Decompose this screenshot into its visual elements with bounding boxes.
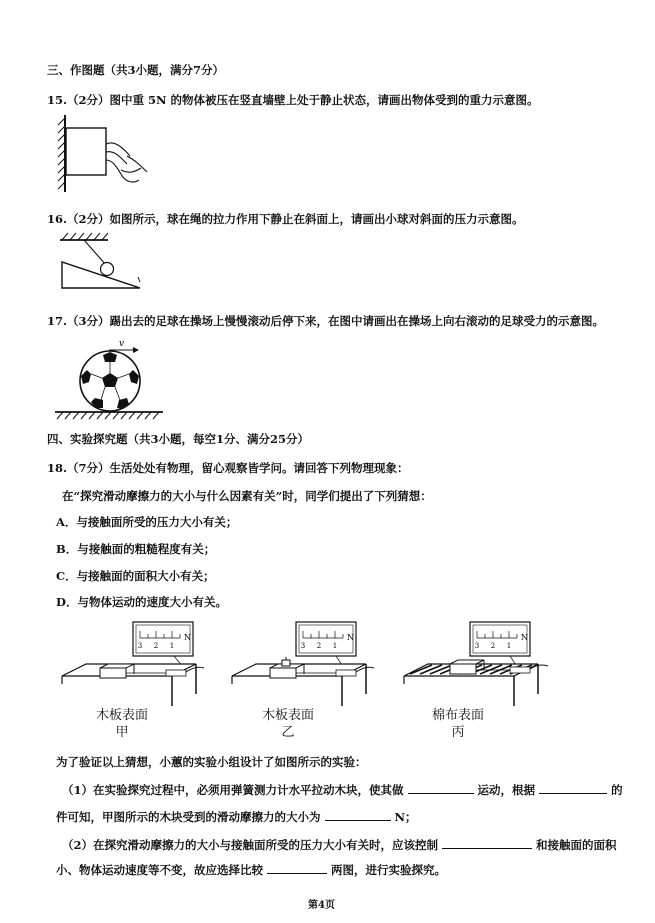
hypothesis-b: B．与接触面的粗糙程度有关； (56, 542, 216, 556)
wood-block (270, 668, 296, 678)
question-18-2-line1: （2）在探究滑动摩擦力的大小与接触面所受的压力大小有关时，应该控制 和接触面的面积 (62, 838, 617, 852)
caption-bing (408, 707, 508, 741)
weight (282, 660, 290, 666)
experiment-figure-jia (56, 620, 206, 710)
rope (84, 240, 106, 265)
caption-jia-label: 甲 (115, 725, 129, 740)
svg-text:3: 3 (474, 642, 480, 650)
answer-blank-4[interactable] (442, 836, 532, 849)
experiment-lead: 为了验证以上猜想，小蕙的实验小组设计了如图所示的实验： (56, 755, 367, 769)
question-18-context: 在“探究滑动摩擦力的大小与什么因素有关”时，同学们提出了下列猜想： (62, 489, 432, 503)
svg-text:3: 3 (137, 642, 143, 650)
question-18-2-line2: 小、物体运动速度等不变，故应选择比较 两图，进行实验探究。 (56, 863, 447, 877)
question-18-1-line2: 件可知，甲图所示的木块受到的滑动摩擦力的大小为 N； (56, 810, 417, 824)
wood-block (100, 668, 126, 678)
figure-16 (58, 232, 168, 294)
caption-yi-label: 乙 (281, 725, 295, 740)
figure-15 (55, 112, 165, 194)
hand-icon (106, 143, 147, 182)
question-17: 17.（3分）踢出去的足球在操场上慢慢滚动后停下来，在图中请画出在操场上向右滚动的足球受力的示意图。 (47, 314, 605, 328)
caption-jia (72, 707, 172, 741)
svg-text:2: 2 (490, 642, 496, 650)
spring-scale-gauge (133, 622, 193, 668)
svg-text:3: 3 (300, 642, 306, 650)
svg-text:N: N (184, 633, 191, 642)
question-15: 15.（2分）图中重 5N 的物体被压在竖直墙壁上处于静止状态，请画出物体受到的重力示意图。 (47, 93, 539, 107)
page-number: 第4页 (308, 900, 335, 911)
hypothesis-a: A．与接触面所受的压力大小有关； (56, 515, 238, 529)
experiment-figure-bing (398, 620, 548, 710)
answer-blank-3[interactable] (325, 808, 391, 821)
svg-text:N: N (521, 633, 528, 642)
caption-bing-surface: 棉布表面 (431, 708, 484, 723)
hypothesis-d: D．与物体运动的速度大小有关。 (56, 595, 227, 609)
caption-jia-surface: 木板表面 (95, 708, 148, 723)
caption-yi (238, 707, 338, 741)
section-3-heading: 三、作图题（共3小题，满分7分） (47, 63, 225, 77)
svg-text:2: 2 (153, 642, 159, 650)
svg-text:1: 1 (169, 642, 175, 650)
caption-yi-surface: 木板表面 (261, 708, 314, 723)
hypothesis-c: C．与接触面的面积大小有关； (56, 569, 215, 583)
block (66, 128, 106, 175)
question-18-1-line1: （1）在实验探究过程中，必须用弹簧测力计水平拉动木块，使其做 运动，根据 的 (62, 783, 623, 797)
experiment-figure-yi (226, 620, 376, 710)
svg-text:1: 1 (332, 642, 338, 650)
section-4-heading: 四、实验探究题（共3小题，每空1分、满分25分） (47, 432, 310, 446)
figure-17 (55, 336, 165, 422)
ball (101, 263, 114, 276)
answer-blank-1[interactable] (408, 781, 474, 794)
velocity-label: v (119, 339, 125, 349)
question-16: 16.（2分）如图所示，球在绳的拉力作用下静止在斜面上，请画出小球对斜面的压力示意图。 (47, 212, 524, 226)
svg-text:N: N (347, 633, 354, 642)
answer-blank-2[interactable] (539, 781, 607, 794)
wood-block (450, 664, 476, 674)
caption-bing-label: 丙 (451, 725, 465, 740)
svg-text:2: 2 (316, 642, 322, 650)
answer-blank-5[interactable] (267, 861, 327, 874)
spring-scale-gauge (296, 622, 356, 668)
question-18-intro: 18.（7分）生活处处有物理，留心观察皆学问。请回答下列物理现象： (47, 461, 409, 475)
svg-text:1: 1 (506, 642, 512, 650)
